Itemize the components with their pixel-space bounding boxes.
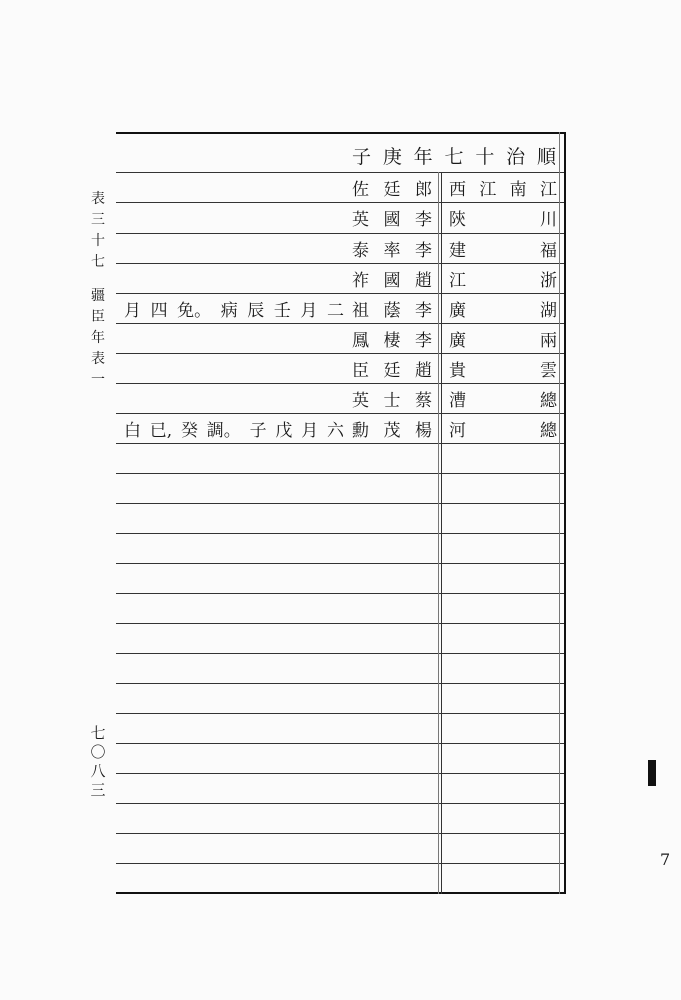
note-char: 四 bbox=[150, 300, 168, 321]
edge-ink-mark bbox=[648, 760, 656, 786]
official-cell bbox=[352, 353, 432, 383]
margin-char: 十 bbox=[91, 233, 105, 249]
table-right-border bbox=[564, 132, 566, 894]
province-cell bbox=[449, 413, 557, 443]
official-char: 茂 bbox=[383, 420, 401, 441]
province-char: 總 bbox=[539, 390, 557, 411]
official-cell bbox=[352, 383, 432, 413]
official-char: 李 bbox=[415, 330, 432, 351]
margin-char: 表 bbox=[91, 191, 105, 207]
official-char: 趙 bbox=[415, 270, 432, 291]
province-char: 江 bbox=[449, 270, 466, 291]
official-char: 蔭 bbox=[383, 300, 401, 321]
province-cell bbox=[449, 172, 557, 202]
province-char: 廣 bbox=[449, 330, 466, 351]
note-char: 月 bbox=[300, 300, 318, 321]
official-char: 率 bbox=[383, 240, 401, 261]
province-char: 西 bbox=[449, 179, 466, 200]
official-cell bbox=[352, 233, 432, 263]
header-char: 年 bbox=[413, 145, 433, 168]
row-rule bbox=[116, 653, 566, 654]
province-cell bbox=[449, 293, 557, 323]
note-char: 辰 bbox=[247, 300, 265, 321]
page-number-char: 八 bbox=[90, 762, 106, 780]
province-char: 浙 bbox=[539, 270, 557, 291]
note-char: 戊 bbox=[275, 420, 293, 441]
official-char: 士 bbox=[383, 390, 401, 411]
note-char: 病 bbox=[220, 300, 238, 321]
note-char: 二 bbox=[326, 300, 344, 321]
province-cell bbox=[449, 383, 557, 413]
official-char: 棲 bbox=[383, 330, 401, 351]
province-char: 漕 bbox=[449, 390, 466, 411]
province-char: 川 bbox=[539, 209, 557, 230]
note-char: 免。 bbox=[177, 300, 212, 321]
official-cell bbox=[352, 263, 432, 293]
official-char: 祖 bbox=[352, 300, 369, 321]
edge-mark-text: 7 bbox=[660, 850, 671, 869]
table-right-inner-border bbox=[559, 132, 560, 894]
note-char: 子 bbox=[249, 420, 267, 441]
row-rule bbox=[116, 863, 566, 864]
official-char: 李 bbox=[415, 209, 432, 230]
official-char: 泰 bbox=[352, 240, 369, 261]
row-rule bbox=[116, 443, 566, 444]
header-char: 治 bbox=[506, 145, 526, 168]
province-char: 廣 bbox=[449, 300, 466, 321]
province-char: 江 bbox=[479, 179, 497, 200]
page-number-char: 〇 bbox=[90, 743, 106, 761]
official-cell bbox=[352, 323, 432, 353]
note-char: 月 bbox=[301, 420, 319, 441]
official-char: 英 bbox=[352, 390, 369, 411]
row-rule bbox=[116, 773, 566, 774]
official-char: 蔡 bbox=[415, 390, 432, 411]
note-cell bbox=[124, 413, 344, 443]
margin-char: 年 bbox=[91, 330, 105, 346]
official-char: 祚 bbox=[352, 270, 369, 291]
margin-char: 疆 bbox=[91, 288, 105, 304]
header-char: 庚 bbox=[382, 145, 402, 168]
province-char: 福 bbox=[539, 240, 557, 261]
official-cell bbox=[352, 293, 432, 323]
row-rule bbox=[116, 593, 566, 594]
official-char: 楊 bbox=[415, 420, 432, 441]
header-char: 十 bbox=[475, 145, 495, 168]
margin-char: 七 bbox=[91, 254, 105, 270]
header-char: 順 bbox=[536, 145, 556, 168]
province-char: 兩 bbox=[539, 330, 557, 351]
note-char: 六 bbox=[326, 420, 344, 441]
margin-char: 表 bbox=[91, 351, 105, 367]
note-char: 調。 bbox=[206, 420, 241, 441]
note-char: 白 bbox=[124, 420, 141, 441]
note-char: 已, bbox=[149, 420, 173, 441]
page-number-char: 三 bbox=[90, 781, 106, 799]
province-cell bbox=[449, 263, 557, 293]
official-cell bbox=[352, 202, 432, 232]
province-cell bbox=[449, 353, 557, 383]
official-char: 勳 bbox=[352, 420, 369, 441]
official-char: 廷 bbox=[383, 360, 401, 381]
row-rule bbox=[116, 743, 566, 744]
note-cell bbox=[124, 293, 344, 323]
province-char: 陝 bbox=[449, 209, 466, 230]
margin-title bbox=[88, 192, 108, 394]
province-char: 雲 bbox=[539, 360, 557, 381]
official-char: 郎 bbox=[415, 179, 432, 200]
province-char: 南 bbox=[509, 179, 527, 200]
province-char: 江 bbox=[539, 179, 557, 200]
province-char: 貴 bbox=[449, 360, 466, 381]
official-char: 國 bbox=[383, 209, 401, 230]
official-char: 李 bbox=[415, 240, 432, 261]
row-rule bbox=[116, 683, 566, 684]
official-char: 臣 bbox=[352, 360, 369, 381]
header-char: 七 bbox=[444, 145, 464, 168]
official-cell bbox=[352, 413, 432, 443]
row-rule bbox=[116, 563, 566, 564]
margin-char: 臣 bbox=[91, 309, 105, 325]
margin-char: 一 bbox=[91, 372, 105, 388]
row-rule bbox=[116, 623, 566, 624]
row-rule bbox=[116, 713, 566, 714]
row-rule bbox=[116, 503, 566, 504]
province-char: 湖 bbox=[539, 300, 557, 321]
margin-char: 三 bbox=[91, 212, 105, 228]
province-column-divider bbox=[441, 172, 442, 894]
province-cell bbox=[449, 233, 557, 263]
margin-page-number bbox=[88, 726, 108, 802]
official-cell bbox=[352, 172, 432, 202]
official-char: 李 bbox=[415, 300, 432, 321]
official-char: 佐 bbox=[352, 179, 369, 200]
official-table bbox=[116, 132, 566, 894]
page-number-char: 七 bbox=[90, 724, 106, 742]
official-char: 趙 bbox=[415, 360, 432, 381]
province-cell bbox=[449, 202, 557, 232]
official-char: 廷 bbox=[383, 179, 401, 200]
table-top-rule bbox=[116, 132, 566, 134]
official-char: 國 bbox=[383, 270, 401, 291]
official-char: 英 bbox=[352, 209, 369, 230]
note-char: 壬 bbox=[273, 300, 291, 321]
note-char: 癸 bbox=[181, 420, 198, 441]
note-char: 月 bbox=[124, 300, 141, 321]
official-char: 鳳 bbox=[352, 330, 369, 351]
row-rule bbox=[116, 533, 566, 534]
province-cell bbox=[449, 323, 557, 353]
table-bottom-rule bbox=[116, 892, 566, 894]
row-rule bbox=[116, 473, 566, 474]
province-char: 河 bbox=[449, 420, 466, 441]
header-char: 子 bbox=[352, 145, 372, 168]
province-char: 總 bbox=[539, 420, 557, 441]
province-char: 建 bbox=[449, 240, 466, 261]
row-rule bbox=[116, 833, 566, 834]
province-column-divider-inner bbox=[438, 172, 439, 894]
row-rule bbox=[116, 803, 566, 804]
header-title bbox=[352, 140, 556, 170]
